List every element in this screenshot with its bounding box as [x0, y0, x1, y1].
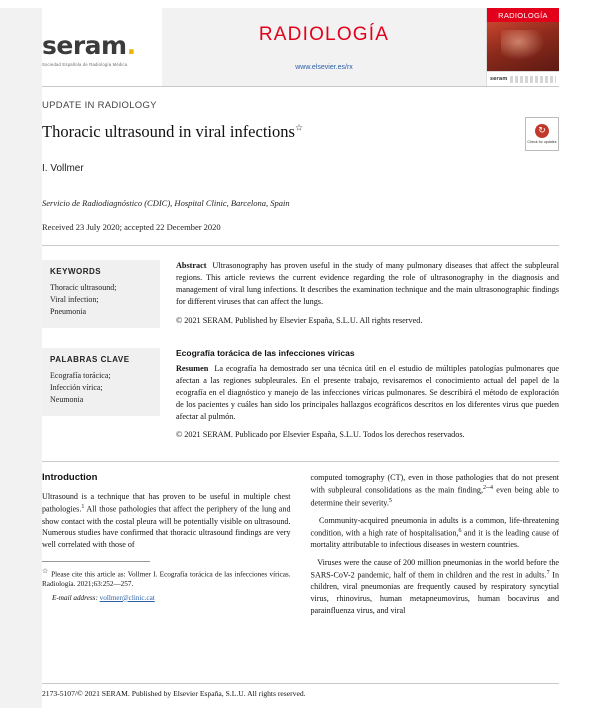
section-kicker: UPDATE IN RADIOLOGY: [42, 100, 157, 111]
cover-mini-logo: seram: [490, 76, 508, 82]
footnote-divider: [42, 561, 150, 562]
keywords-english-list: Thoracic ultrasound; Viral infection; Pneumonia: [50, 283, 117, 316]
footnote-marker: ☆: [42, 566, 49, 575]
citation-ref[interactable]: 6: [458, 527, 462, 534]
citation-ref[interactable]: 1: [81, 504, 85, 511]
paragraph: Ultrasound is a technique that has proven to be useful in multiple chest pathologies.$^1$ All those pathologies that affect the periphery of the lung and show contact with the costal pleura will be potentially visible on ultrasound. Numerous studies have confirmed that thoracic ultrasound findings are very well correlated with those of: [42, 492, 291, 550]
body-column-right: [311, 472, 560, 622]
email-label: E-mail address:: [52, 593, 98, 602]
crossmark-label: Check for updates: [527, 139, 557, 144]
body-columns: [42, 472, 559, 622]
footer-copyright: 2173-5107/© 2021 SERAM. Published by Elsevier España, S.L.U. All rights reserved.: [42, 689, 306, 698]
cover-footer: [487, 71, 559, 86]
paragraph: computed tomography (CT), even in those pathologies that do not present with subpleural consolidations as the main finding,$^{2--4}$ even being able to determine their severity.$^5$: [310, 473, 559, 508]
author-name: I. Vollmer: [42, 163, 84, 174]
keywords-english-heading: KEYWORDS: [50, 267, 102, 276]
article-page: [0, 8, 601, 708]
footnote-text: Please cite this article as: Vollmer I. Ecografía torácica de las infecciones víricas. Radiología. 2021;63:252—257.: [42, 570, 291, 589]
journal-cover-thumbnail: [486, 8, 559, 86]
keywords-english-box: [42, 260, 160, 328]
article-content: [42, 100, 559, 622]
crossmark-icon: ↻: [535, 124, 549, 138]
abstract-spanish-title: Ecografía torácica de las infecciones víricas: [176, 348, 355, 358]
abstract-english-block: [42, 260, 559, 328]
journal-title: RADIOLOGÍA: [258, 23, 390, 45]
abstract-english-copyright: © 2021 SERAM. Published by Elsevier España, S.L.U. All rights reserved.: [176, 315, 423, 325]
cover-footer-bars: [510, 76, 556, 83]
article-footnote: [42, 567, 291, 590]
journal-url-link[interactable]: www.elsevier.es/rx: [295, 63, 353, 71]
seram-logo-accent: .: [126, 31, 136, 60]
abstract-english-text-column: [160, 260, 559, 328]
publisher-brand: [42, 8, 162, 86]
abstract-spanish-text-column: [160, 348, 559, 439]
abstract-spanish-content: La ecografía ha demostrado ser una técnica útil en el estudio de múltiples patologías pulmonares que afectan a las regiones subpleurales. En el presente trabajo, revisaremos el conocimiento actual del papel de la ecografía en el diagnóstico y manejo de las infecciones víricas pulmonares. Se describirá el método de exploración de los pacientes y cuáles han sido los principales hallazgos ecográficos descritos en los diferentes virus que pueden afectar al pulmón.: [176, 364, 559, 421]
footer-divider: [42, 683, 559, 684]
corresponding-email-line: [42, 594, 291, 602]
publisher-tagline: Sociedad Española de Radiología Médica: [42, 62, 128, 67]
received-dates: Received 23 July 2020; accepted 22 December 2020: [42, 222, 221, 232]
citation-ref[interactable]: 2--4: [483, 485, 493, 492]
page-title: [42, 122, 303, 142]
paragraph: Viruses were the cause of 200 million pneumonias in the world before the SARS-CoV-2 pandemic, half of them in children and the rest in adults.$^7$ In children, viral pneumonias are frequently caused by respiratory syncytial virus, rhinovirus, human metapneumovirus, human bocavirus and parainfluenza virus, and viral: [310, 557, 560, 615]
page-footer: [42, 683, 559, 698]
abstract-english-label: Abstract: [176, 261, 207, 270]
keywords-spanish-heading: PALABRAS CLAVE: [50, 355, 130, 364]
title-row: [42, 111, 559, 151]
article-title-text: Thoracic ultrasound in viral infections: [42, 122, 295, 141]
email-link[interactable]: vollmer@clinic.cat: [99, 593, 155, 602]
citation-ref[interactable]: 7: [546, 569, 550, 576]
page-left-margin-bar: [0, 8, 42, 708]
abstract-spanish-label: Resumen: [176, 364, 209, 373]
journal-masthead: [42, 8, 559, 87]
abstract-spanish-block: [42, 348, 559, 439]
keywords-spanish-box: [42, 348, 160, 416]
title-footnote-marker: ☆: [294, 122, 304, 133]
keywords-english-column: [42, 260, 160, 328]
body-column-left: [42, 472, 291, 622]
abstract-spanish-body: [176, 363, 559, 422]
keywords-spanish-list: Ecografía torácica; Infección vírica; Neumonia: [50, 371, 111, 404]
keywords-spanish-column: [42, 348, 160, 439]
abstract-english-content: Ultrasonography has proven useful in the study of many pulmonary diseases that affect the subpleural regions. This article reviews the current evidence regarding the role of ultrasonography in the diagnosis and management of viral lung infections. It describes the examination technique and the main ultrasonographic findings for different viruses that can affect the lungs.: [176, 261, 560, 306]
abstract-english-body: [176, 260, 559, 308]
divider-body: [42, 461, 559, 462]
paragraph: Community-acquired pneumonia in adults is a common, life-threatening condition, with a high rate of hospitalisation,$^6$ and it is the leading cause of mortality attributable to infectious diseases in western countries.: [310, 516, 559, 550]
cover-title: RADIOLOGÍA: [487, 8, 559, 22]
author-affiliation: Servicio de Radiodiagnóstico (CDIC), Hospital Clinic, Barcelona, Spain: [42, 198, 290, 208]
divider-top: [42, 245, 559, 246]
journal-banner: [162, 8, 486, 86]
citation-ref[interactable]: 5: [388, 497, 392, 504]
abstract-spanish-copyright: © 2021 SERAM. Publicado por Elsevier España, S.L.U. Todos los derechos reservados.: [176, 430, 465, 440]
seram-logo-text: seram: [42, 31, 127, 60]
section-heading-introduction: Introduction: [42, 472, 98, 484]
seram-logo: [42, 33, 162, 58]
cover-image: [487, 22, 559, 71]
crossmark-badge[interactable]: [525, 117, 559, 151]
